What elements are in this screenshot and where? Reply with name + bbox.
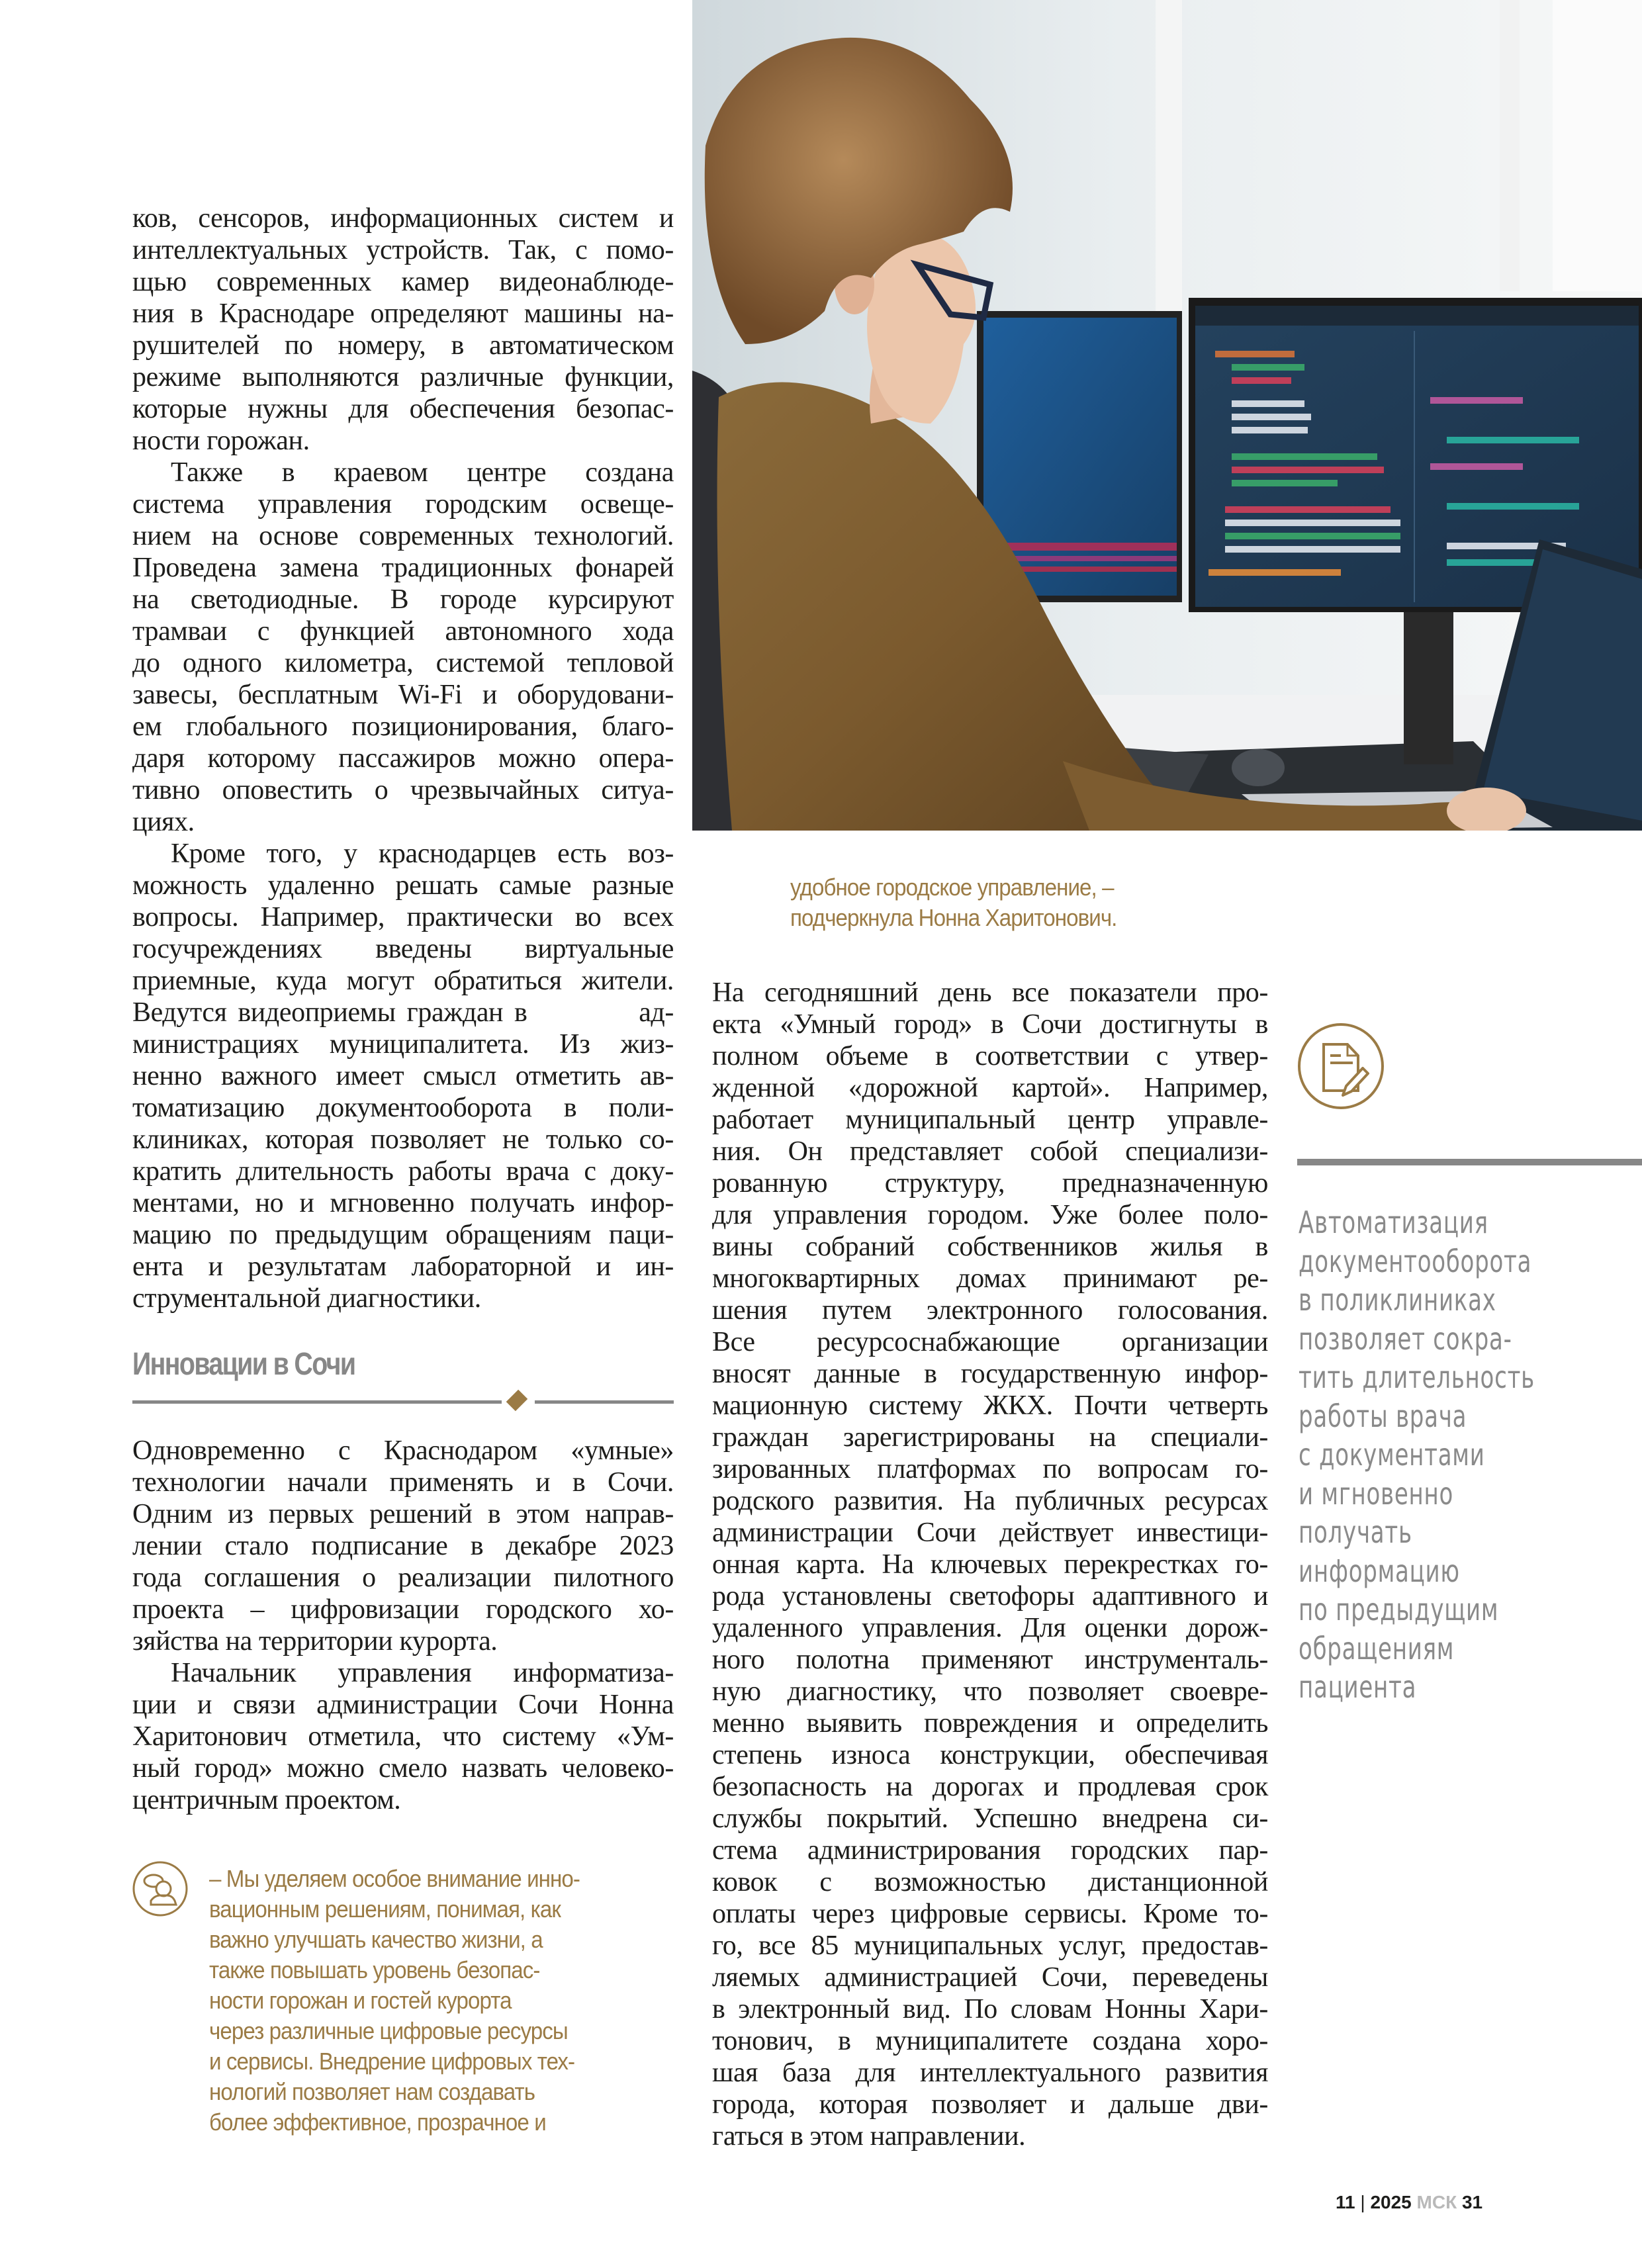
text-line: мационную систему ЖКХ. Почти четверть — [712, 1390, 1268, 1421]
text-line: госучреждениях введены виртуальные — [132, 934, 674, 964]
text-line: вины собраний собственников жилья в — [712, 1232, 1268, 1262]
text-line: вопросы. Например, практически во всех — [132, 902, 674, 932]
text-line: центричным проектом. — [132, 1785, 401, 1815]
folio-separator: | — [1360, 2192, 1365, 2212]
text-line: нием на основе современных технологий. — [132, 521, 674, 551]
text-line: администрации Сочи действует инвестици- — [712, 1518, 1268, 1548]
discussion-people-icon — [132, 1861, 199, 1927]
text-line: шая база для интеллектуального развития — [712, 2058, 1268, 2088]
text-line: мацию по предыдущим обращениям паци- — [132, 1220, 674, 1250]
text-line: жденной «дорожной картой». Например, — [712, 1073, 1268, 1103]
text-line: ментами, но и мгновенно получать инфор- — [132, 1188, 674, 1218]
text-line: ковок с возможностью дистанционной — [712, 1867, 1268, 1897]
text-line: клиниках, которая позволяет не только со- — [132, 1124, 674, 1155]
text-line: ков, сенсоров, информационных систем и — [132, 203, 674, 234]
text-line: степень износа конструкции, обеспечивая — [712, 1740, 1268, 1770]
text-line: стема администрирования городских пар- — [712, 1835, 1268, 1866]
text-line: шения путем электронного голосования. — [712, 1295, 1268, 1326]
section-divider — [535, 1400, 674, 1404]
quote-line: также повышать уровень безопас- — [209, 1956, 540, 1983]
text-line: тонович, в муниципалитете создана хоро- — [712, 2026, 1268, 2056]
text-line: Ведутся видеоприемы граждан в ад- — [132, 997, 674, 1028]
sidebar-line: обращениям — [1299, 1630, 1455, 1666]
sidebar-line: пациента — [1299, 1669, 1417, 1705]
text-line: рованную структуру, предназначенную — [712, 1168, 1268, 1199]
issue-number: 11 — [1336, 2192, 1355, 2212]
section-heading: Инновации в Сочи — [132, 1347, 355, 1382]
text-line: можность удаленно решать самые разные — [132, 870, 674, 901]
developer-at-desk-photo — [692, 0, 1642, 831]
quote-line: удобное городское управление, – — [790, 874, 1114, 901]
text-line: года соглашения о реализации пилотного — [132, 1563, 674, 1593]
text-line: менно выявить повреждения и определить — [712, 1708, 1268, 1739]
quote-line: через различные цифровые ресурсы — [209, 2017, 568, 2044]
text-line: ляемых администрацией Сочи, переведены — [712, 1962, 1268, 1993]
quote-line: и сервисы. Внедрение цифровых тех- — [209, 2048, 575, 2075]
text-line: онная карта. На ключевых перекрестках го- — [712, 1549, 1268, 1580]
text-line: гаться в этом направлении. — [712, 2121, 1026, 2152]
sidebar-line: работы врача — [1299, 1398, 1467, 1434]
text-line: технологии начали применять и в Сочи. — [132, 1467, 674, 1498]
text-line: тивно оповестить о чрезвычайных ситуа- — [132, 775, 674, 805]
text-line: граждан зарегистрированы на специали- — [712, 1422, 1268, 1453]
sidebar-line: документооборота — [1299, 1243, 1532, 1279]
sidebar-callout — [1299, 1203, 1629, 1707]
text-line: родского развития. На публичных ресурсах — [712, 1486, 1268, 1516]
sidebar-line: в поликлиниках — [1299, 1282, 1496, 1318]
middle-column-text — [712, 977, 1268, 2152]
section-divider — [132, 1400, 502, 1404]
text-line: система управления городским освеще- — [132, 489, 674, 520]
left-column-text-b — [132, 1435, 674, 1816]
text-line: Проведена замена традиционных фонарей — [132, 553, 674, 583]
text-line: струментальной диагностики. — [132, 1283, 481, 1314]
text-line: Одним из первых решений в этом направ- — [132, 1499, 674, 1529]
text-line: лении стало подписание в декабре 2023 — [132, 1531, 674, 1561]
quote-line: важно улучшать качество жизни, а — [209, 1926, 543, 1953]
sidebar-line: тить длительность — [1299, 1359, 1535, 1395]
sidebar-line: по предыдущим — [1299, 1592, 1499, 1627]
text-line: оплаты через цифровые сервисы. Кроме то- — [712, 1899, 1268, 1929]
text-line: проекта – цифровизации городского хо- — [132, 1594, 674, 1625]
text-line: рушителей по номеру, в автоматическом — [132, 330, 674, 361]
text-line: екта «Умный город» в Сочи достигнуты в — [712, 1009, 1268, 1040]
sidebar-line: получать — [1299, 1514, 1412, 1550]
text-line: которые нужны для обеспечения безопас- — [132, 394, 674, 424]
sidebar-line: и мгновенно — [1299, 1475, 1454, 1512]
text-line: зяйства на территории курорта. — [132, 1626, 498, 1656]
quote-continuation — [790, 872, 1254, 933]
issue-year: 2025 — [1370, 2192, 1412, 2212]
sidebar-rule — [1297, 1159, 1642, 1165]
text-line: ента и результатам лабораторной и ин- — [132, 1251, 674, 1282]
text-line: удаленного управления. Для оценки дорож- — [712, 1613, 1268, 1643]
magazine-name: МСК — [1416, 2192, 1457, 2212]
text-line: для управления городом. Уже более поло- — [712, 1200, 1268, 1230]
text-line: Все ресурсоснабжающие организации — [712, 1327, 1268, 1357]
text-line: рода установлены светофоры адаптивного и — [712, 1581, 1268, 1611]
text-line: ности горожан. — [132, 426, 310, 456]
document-pen-icon — [1297, 1022, 1386, 1111]
page-folio — [1336, 2192, 1482, 2213]
text-line: приемные, куда могут обратиться жители. — [132, 966, 674, 996]
quote-line: более эффективное, прозрачное и — [209, 2109, 546, 2136]
text-line: Кроме того, у краснодарцев есть воз- — [171, 839, 674, 869]
pull-quote — [209, 1864, 672, 2138]
text-line: в электронный вид. По словам Нонны Хари- — [712, 1994, 1268, 2024]
text-line: полном объеме в соответствии с утвер- — [712, 1041, 1268, 1071]
text-line: службы покрытий. Успешно внедрена си- — [712, 1803, 1268, 1834]
text-line: ный город» можно смело назвать человеко- — [132, 1753, 674, 1784]
diamond-ornament-icon — [506, 1390, 528, 1412]
text-line: Харитонович отметила, что систему «Ум- — [132, 1721, 674, 1752]
quote-line: вационным решениям, понимая, как — [209, 1895, 561, 1923]
text-line: работает муниципальный центр управле- — [712, 1105, 1268, 1135]
left-column-text — [132, 203, 674, 1314]
text-line: ем глобального позиционирования, благо- — [132, 711, 674, 742]
text-line: ного полотна применяют инструменталь- — [712, 1645, 1268, 1675]
text-line: ции и связи администрации Сочи Нонна — [132, 1690, 674, 1720]
text-line: ния. Он представляет собой специализи- — [712, 1136, 1268, 1167]
text-line: зированных платформах по вопросам го- — [712, 1454, 1268, 1484]
text-line: циях. — [132, 807, 195, 837]
text-line: го, все 85 муниципальных услуг, предостав- — [712, 1930, 1268, 1961]
text-line: томатизацию документооборота в поли- — [132, 1093, 674, 1123]
quote-line: нологий позволяет нам создавать — [209, 2078, 535, 2105]
quote-line: – Мы уделяем особое внимание инно- — [209, 1865, 580, 1892]
text-line: Также в краевом центре создана — [171, 457, 674, 488]
text-line: завесы, бесплатным Wi-Fi и оборудовани- — [132, 680, 674, 710]
text-line: трамваи с функцией автономного хода — [132, 616, 674, 647]
text-line: щью современных камер видеонаблюде- — [132, 267, 674, 297]
sidebar-line: позволяет сокра- — [1299, 1320, 1512, 1357]
sidebar-line: информацию — [1299, 1553, 1460, 1589]
quote-line: подчеркнула Нонна Харитонович. — [790, 904, 1117, 931]
article-photo — [692, 0, 1642, 831]
text-line: ную диагностику, что позволяет своевре- — [712, 1676, 1268, 1707]
text-line: Одновременно с Краснодаром «умные» — [132, 1435, 674, 1466]
text-line: до одного километра, системой тепловой — [132, 648, 674, 678]
text-line: ненно важного имеет смысл отметить ав- — [132, 1061, 674, 1091]
text-line: вносят данные в государственную инфор- — [712, 1359, 1268, 1389]
text-line: На сегодняшний день все показатели про- — [712, 977, 1268, 1008]
text-line: безопасность на дорогах и продлевая срок — [712, 1772, 1268, 1802]
sidebar-line: с документами — [1299, 1437, 1485, 1473]
text-line: даря которому пассажиров можно опера- — [132, 743, 674, 774]
text-line: кратить длительность работы врача с доку- — [132, 1156, 674, 1187]
text-line: города, которая позволяет и дальше дви- — [712, 2089, 1268, 2120]
text-line: многоквартирных домах принимают ре- — [712, 1263, 1268, 1294]
text-line: министрациях муниципалитета. Из жиз- — [132, 1029, 674, 1060]
text-line: ния в Краснодаре определяют машины на- — [132, 298, 674, 329]
sidebar-line: Автоматизация — [1299, 1204, 1488, 1240]
text-line: на светодиодные. В городе курсируют — [132, 584, 674, 615]
text-line: режиме выполняются различные функции, — [132, 362, 674, 392]
page-number: 31 — [1461, 2192, 1483, 2212]
quote-line: ности горожан и гостей курорта — [209, 1987, 512, 2014]
text-line: Начальник управления информатиза- — [171, 1658, 674, 1688]
text-line: интеллектуальных устройств. Так, с помо- — [132, 235, 674, 265]
